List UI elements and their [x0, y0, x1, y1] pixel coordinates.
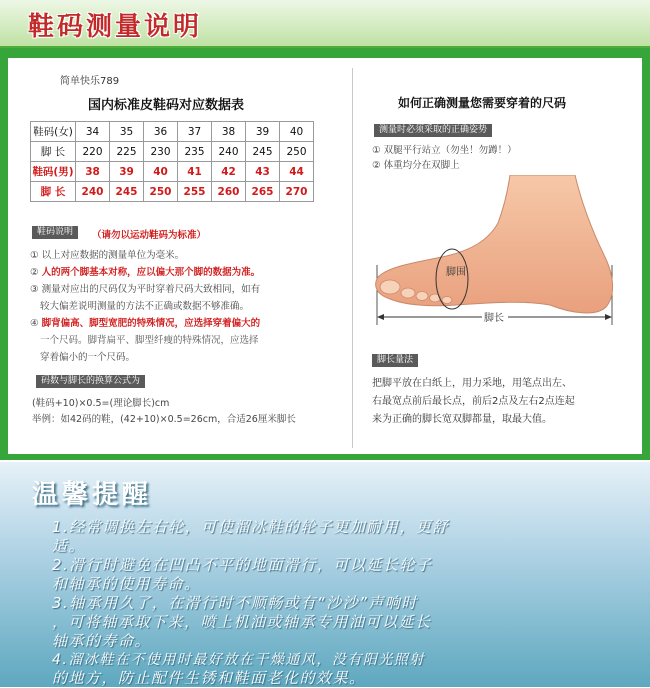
notes-tag: 鞋码说明 [32, 226, 78, 239]
size-note-line [30, 315, 260, 329]
size-cell: 245 [110, 182, 144, 202]
size-table-title: 国内标准皮鞋码对应数据表 [88, 98, 245, 113]
method-line-2: 右最宽点前后最长点，前后2点及左右2点连起 [372, 396, 575, 407]
size-cell: 225 [110, 142, 144, 162]
brand-label: 简单快乐789 [60, 76, 120, 87]
note-number: ④ [30, 318, 39, 329]
size-cell: 39 [110, 162, 144, 182]
size-cell: 240 [212, 142, 246, 162]
note-text: 以上对应数据的测量单位为毫米。 [41, 250, 185, 261]
notes-tag-hint: （请勿以运动鞋码为标准） [92, 230, 207, 241]
note-number: ③ [30, 284, 39, 295]
posture-tag: 测量时必须采取的正确姿势 [374, 124, 492, 137]
posture-item-1: ① 双腿平行站立（勿坐！勿蹲！） [372, 145, 517, 156]
size-table-row [31, 162, 314, 182]
toe [442, 297, 452, 304]
size-cell: 250 [144, 182, 178, 202]
big-toe [380, 280, 400, 294]
tip-line: 和轴承的使用寿命。 [52, 575, 201, 593]
tip-line: 轴承的寿命。 [52, 632, 152, 650]
size-cell: 40 [144, 162, 178, 182]
note-text: 较大偏差说明测量的方法不正确或数据不够准确。 [40, 301, 250, 312]
size-note-line [30, 281, 260, 295]
size-cell: 240 [76, 182, 110, 202]
size-cell: 37 [178, 122, 212, 142]
size-cell: 220 [76, 142, 110, 162]
tip-line: 4.溜冰鞋在不使用时最好放在干燥通风，没有阳光照射 [52, 652, 425, 668]
tip-line: 3.轴承用久了，在滑行时不顺畅或有“沙沙”声响时 [52, 594, 418, 612]
note-text: 人的两个脚基本对称，应以偏大那个脚的数据为准。 [41, 267, 261, 278]
size-cell: 42 [212, 162, 246, 182]
tip-line: 1.经常调换左右轮，可使溜冰鞋的轮子更加耐用，更舒 [52, 518, 449, 536]
size-cell: 250 [280, 142, 314, 162]
arrow-head-left [377, 314, 384, 320]
size-table [30, 121, 314, 202]
size-note-line [40, 298, 249, 312]
arrow-head-right [605, 314, 612, 320]
size-row-label: 鞋码(男) [31, 162, 76, 182]
formula-example: 举例：如42码的鞋，(42+10)×0.5=26cm，合适26厘米脚长 [32, 414, 296, 425]
size-cell: 43 [246, 162, 280, 182]
tip-line: ，可将轴承取下来，喷上机油或轴承专用油可以延长 [52, 613, 432, 631]
method-line-3: 来为正确的脚长宽双脚都量，取最大值。 [372, 414, 552, 425]
size-row-label: 脚 长 [31, 182, 76, 202]
toe [401, 288, 415, 298]
measure-title: 如何正确测量您需要穿着的尺码 [398, 96, 567, 110]
formula-text: (鞋码+10)×0.5=(理论脚长)cm [32, 398, 170, 409]
size-note-line [30, 247, 184, 261]
tip-line: 的地方，防止配件生锈和鞋面老化的效果。 [52, 669, 366, 687]
girth-label: 脚围 [446, 267, 466, 278]
size-cell: 41 [178, 162, 212, 182]
toe [416, 292, 428, 301]
size-row-label: 脚 长 [31, 142, 76, 162]
size-table-row [31, 182, 314, 202]
foot-illustration [360, 175, 632, 350]
size-cell: 270 [280, 182, 314, 202]
size-cell: 44 [280, 162, 314, 182]
size-cell: 230 [144, 142, 178, 162]
size-note-line [30, 264, 260, 278]
size-cell: 245 [246, 142, 280, 162]
tips-title: 温馨提醒 [32, 480, 153, 510]
note-text: 一个尺码。脚背扁平、脚型纤瘦的特殊情况，应选择 [40, 335, 259, 346]
size-cell: 39 [246, 122, 280, 142]
size-cell: 265 [246, 182, 280, 202]
note-text: 穿着偏小的一个尺码。 [40, 352, 136, 363]
size-cell: 260 [212, 182, 246, 202]
posture-item-2: ② 体重均分在双脚上 [372, 160, 460, 171]
header-title: 鞋码测量说明 [28, 12, 203, 42]
panel-divider [352, 68, 353, 448]
size-cell: 34 [76, 122, 110, 142]
size-cell: 35 [110, 122, 144, 142]
size-row-label: 鞋码(女) [31, 122, 76, 142]
size-table-row [31, 122, 314, 142]
size-cell: 235 [178, 142, 212, 162]
note-number: ① [30, 250, 39, 261]
size-cell: 40 [280, 122, 314, 142]
size-cell: 36 [144, 122, 178, 142]
method-line-1: 把脚平放在白纸上，用力采地，用笔点出左、 [372, 378, 572, 389]
length-label: 脚长 [484, 313, 504, 324]
method-tag: 脚长量法 [372, 354, 418, 367]
header-banner [0, 0, 650, 48]
size-table-row [31, 142, 314, 162]
formula-tag: 码数与脚长的换算公式为 [36, 375, 145, 388]
tip-line: 2.滑行时避免在凹凸不平的地面滑行，可以延长轮子 [52, 556, 433, 574]
size-cell: 38 [76, 162, 110, 182]
note-number: ② [30, 267, 39, 278]
size-note-line [40, 349, 135, 363]
note-text: 测量对应出的尺码仅为平时穿着尺码大致相同，如有 [41, 284, 261, 295]
note-text: 脚背偏高、脚型宽肥的特殊情况，应选择穿着偏大的 [41, 318, 261, 329]
size-cell: 255 [178, 182, 212, 202]
size-cell: 38 [212, 122, 246, 142]
size-note-line [40, 332, 259, 346]
tip-line: 适。 [52, 537, 86, 555]
